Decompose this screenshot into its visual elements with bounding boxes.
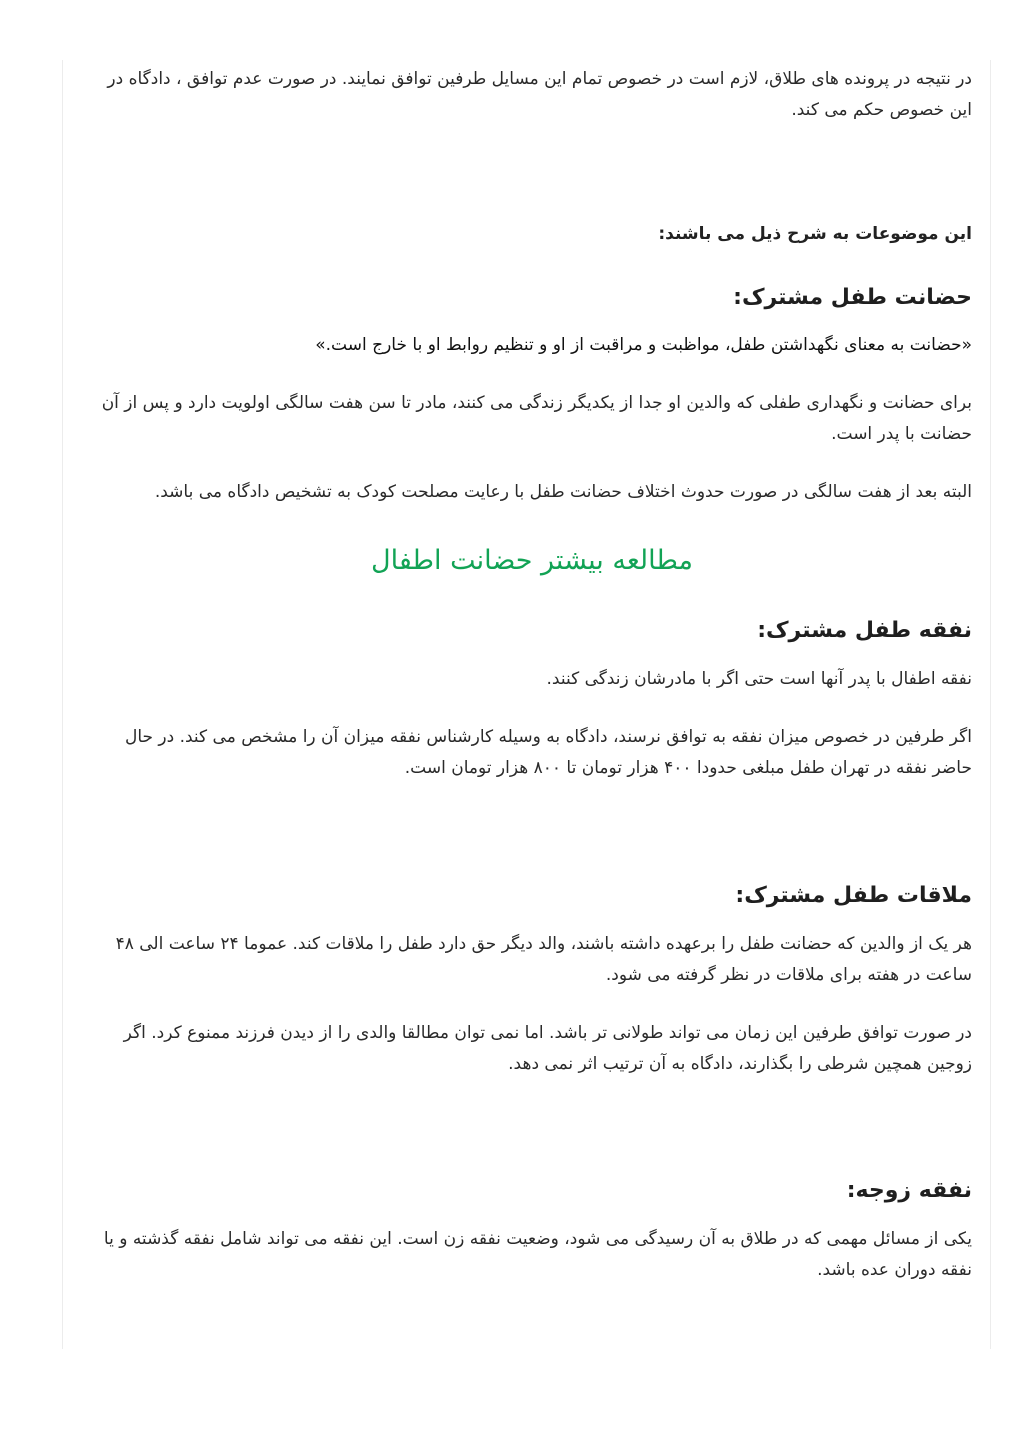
visitation-paragraph-2: در صورت توافق طرفین این زمان می تواند طولانی تر باشد. اما نمی توان مطالقا والدی را از دیدن فرزند ممنوع کرد. اگر زوجین همچین شرطی را بگذارند، دادگاه به آن ترتیب اثر نمی دهد. (123, 1023, 972, 1074)
child-support-paragraph-2: اگر طرفین در خصوص میزان نفقه به توافق نرسند، دادگاه به وسیله کارشناس نفقه میزان آن را مشخص می کند. در حال حاضر نفقه در تهران طفل مبلغی حدودا ۴۰۰ هزار تومان تا ۸۰۰ هزار تومان است. (124, 727, 972, 778)
article-body (92, 64, 972, 1286)
visitation-paragraph-1: هر یک از والدین که حضانت طفل را برعهده داشته باشند، والد دیگر حق دارد طفل را ملاقات کند. عموما ۲۴ ساعت الی ۴۸ ساعت در هفته برای ملاقات در نظر گرفته می شود. (115, 934, 972, 985)
custody-heading: حضانت طفل مشترک: (733, 285, 972, 310)
spousal-support-paragraph-1: یکی از مسائل مهمی که در طلاق به آن رسیدگی می شود، وضعیت نفقه زن است. این نفقه می تواند شامل نفقه گذشته و یا نفقه دوران عده باشد. (103, 1229, 972, 1280)
child-support-paragraph-1: نفقه اطفال با پدر آنها است حتی اگر با مادرشان زندگی کنند. (546, 669, 972, 689)
read-more-link[interactable]: مطالعه بیشتر حضانت اطفال (371, 545, 693, 576)
custody-quote: «حضانت به معنای نگهداشتن طفل، مواظبت و مراقبت از او و تنظیم روابط او با خارج است.» (315, 335, 972, 355)
child-support-heading: نفقه طفل مشترک: (757, 618, 972, 643)
spousal-support-heading: نفقه زوجه: (846, 1178, 972, 1203)
topics-lead: این موضوعات به شرح ذیل می باشند: (658, 224, 972, 244)
visitation-heading: ملاقات طفل مشترک: (735, 883, 972, 908)
intro-paragraph: در نتیجه در پرونده های طلاق، لازم است در خصوص تمام این مسایل طرفین توافق نمایند. در صورت عدم توافق ، دادگاه در این خصوص حکم می کند. (107, 69, 972, 120)
custody-paragraph-2: البته بعد از هفت سالگی در صورت حدوث اختلاف حضانت طفل با رعایت مصلحت کودک به تشخیص دادگاه می باشد. (154, 482, 972, 502)
custody-paragraph-1: برای حضانت و نگهداری طفلی که والدین او جدا از یکدیگر زندگی می کنند، مادر تا سن هفت سالگی اولویت دارد و پس از آن حضانت با پدر است. (101, 393, 972, 444)
